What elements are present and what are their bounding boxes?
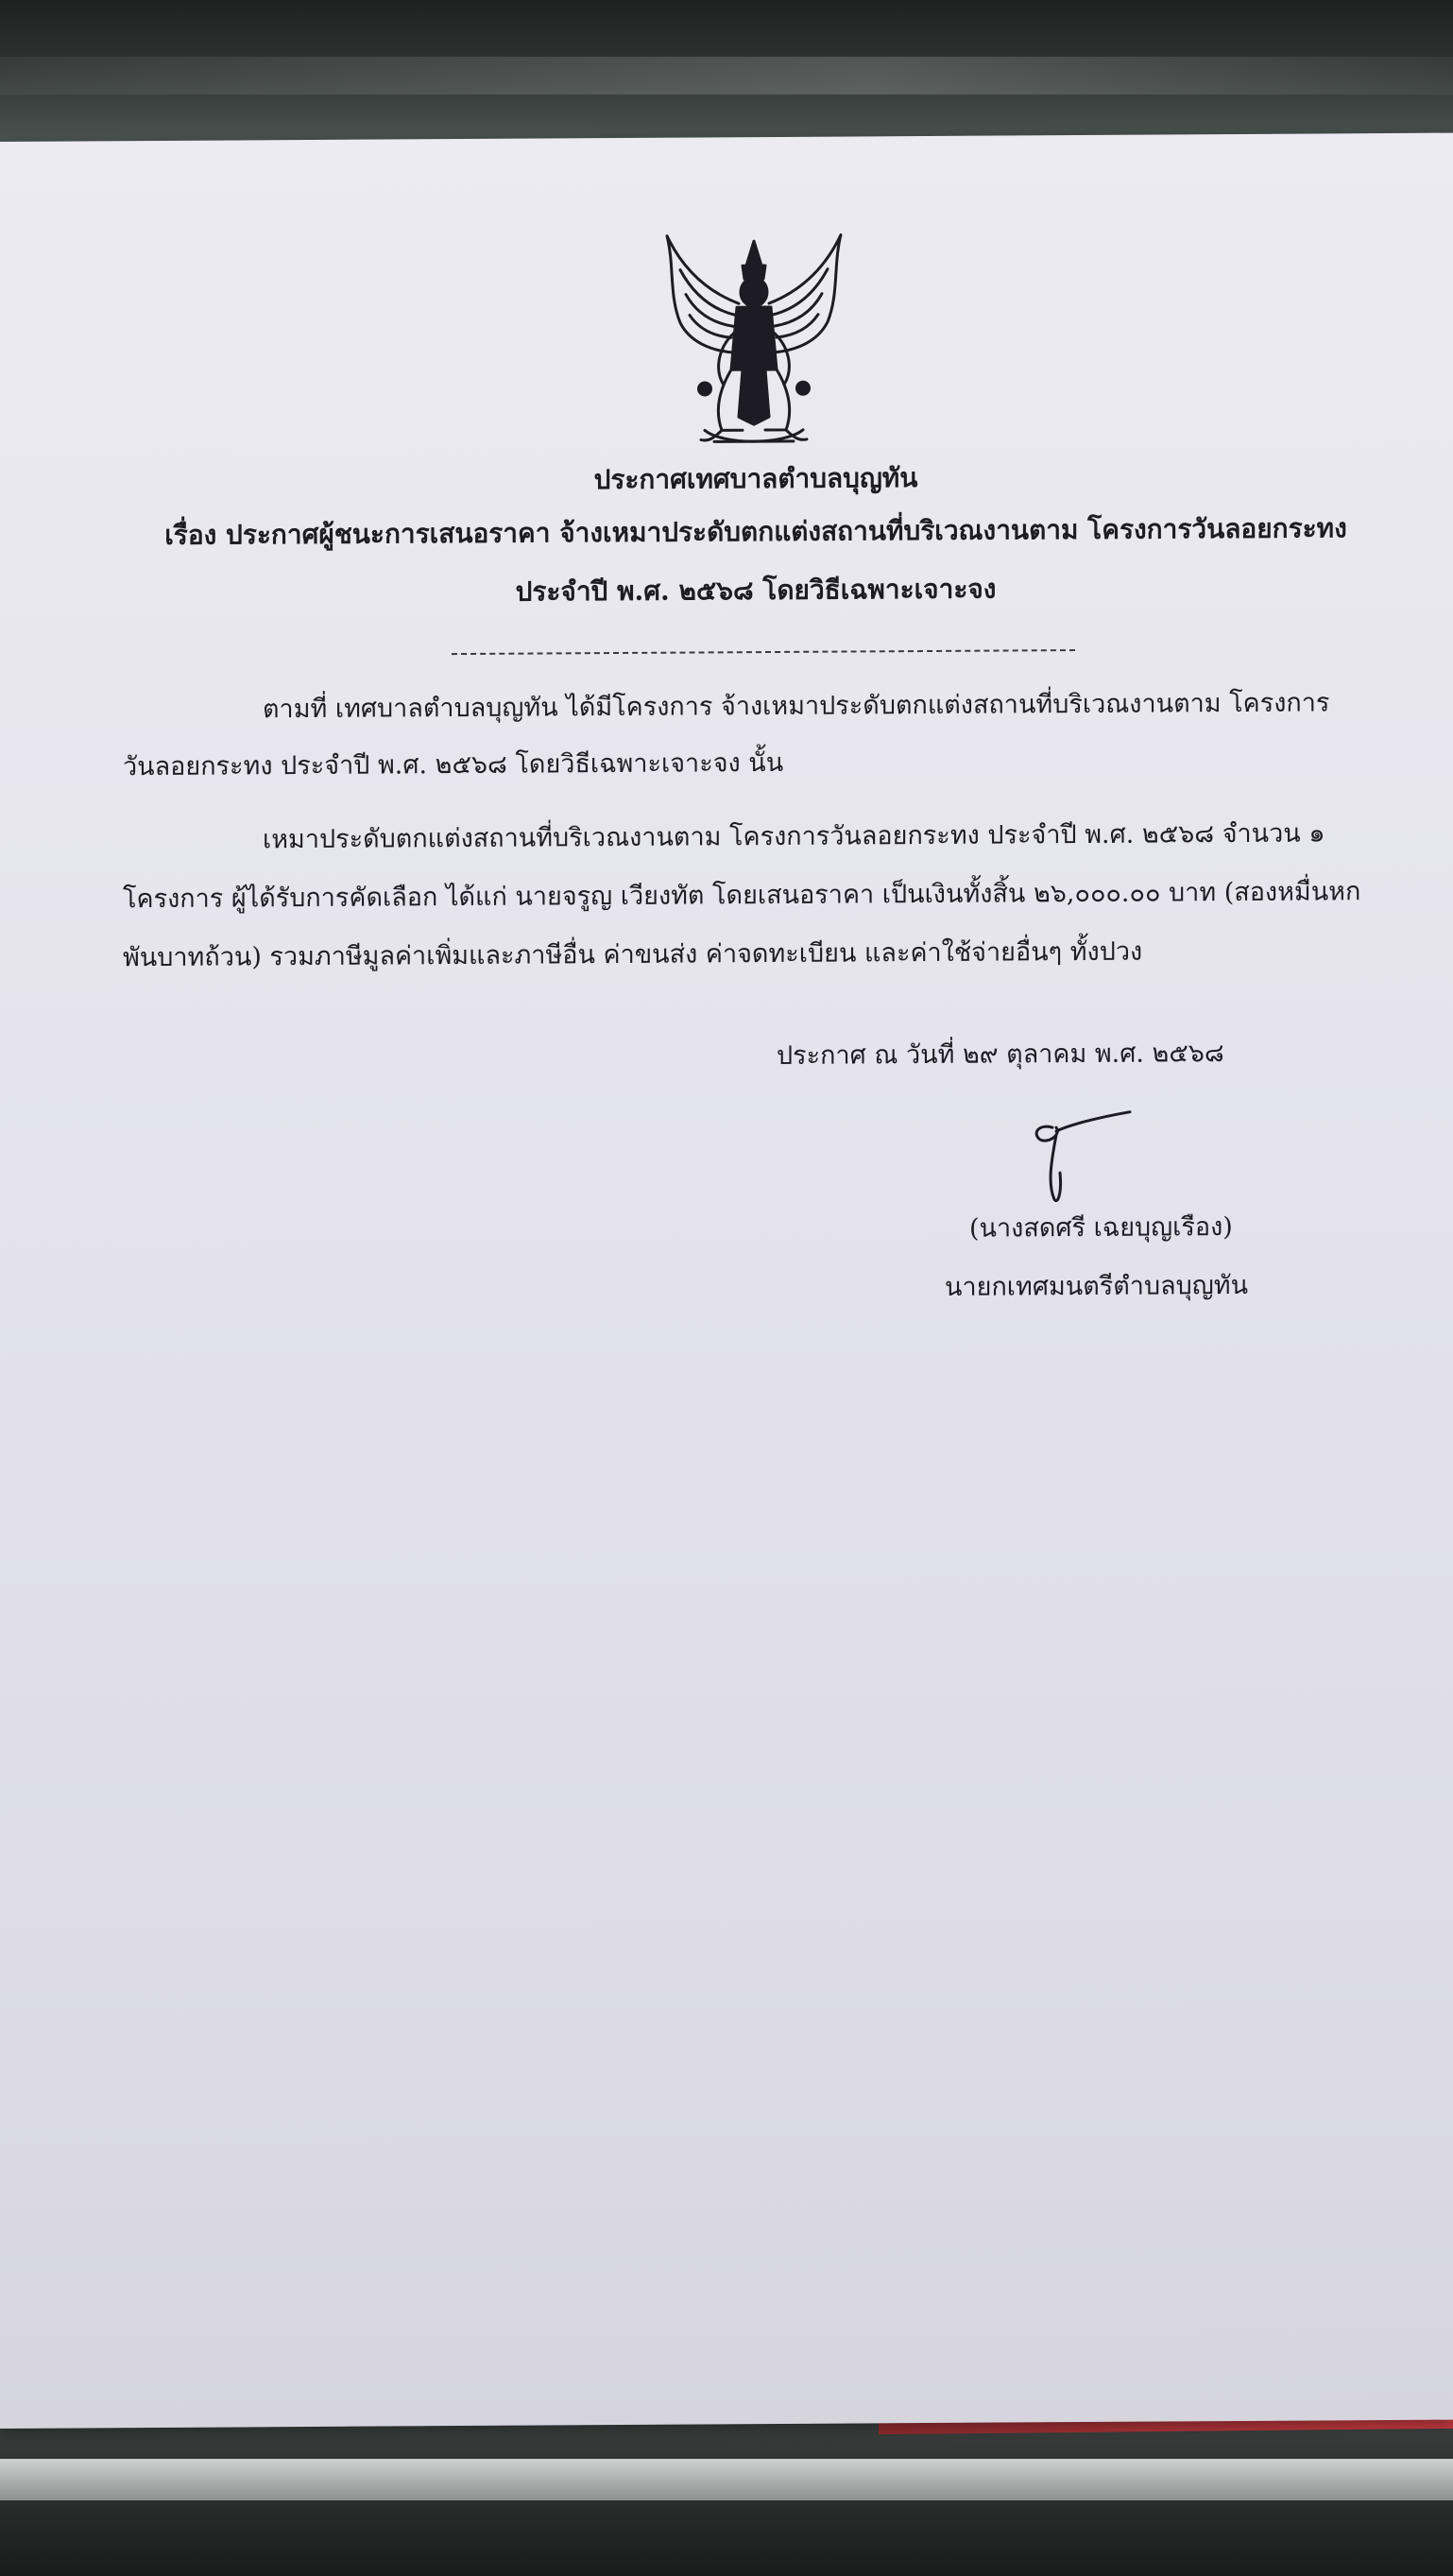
announcement-date: ประกาศ ณ วันที่ ๒๙ ตุลาคม พ.ศ. ๒๕๖๘ [777, 1039, 1224, 1071]
subject-line-1: เรื่อง ประกาศผู้ชนะการเสนอราคา จ้างเหมาประดับตกแต่งสถานที่บริเวณงานตาม โครงการวันลอยกระทง [164, 512, 1347, 551]
subject-line-2: ประจำปี พ.ศ. ๒๕๖๘ โดยวิธีเฉพาะเจาะจง [515, 573, 997, 608]
handwritten-signature [1018, 1107, 1151, 1211]
paragraph-2-line-1: เหมาประดับตกแต่งสถานที่บริเวณงานตาม โครงการวันลอยกระทง ประจำปี พ.ศ. ๒๕๖๘ จำนวน ๑ [263, 818, 1325, 855]
paragraph-2-line-2: โครงการ ผู้ได้รับการคัดเลือก ได้แก่ นายจรูญ เวียงทัต โดยเสนอราคา เป็นเงินทั้งสิ้น ๒๖,๐๐๐.๐๐ บาท (สองหมื่นหก [123, 877, 1361, 915]
announcement-document [0, 133, 1453, 2410]
garuda-emblem-icon [648, 227, 860, 455]
paragraph-1-line-1: ตามที่ เทศบาลตำบลบุญทัน ได้มีโครงการ จ้างเหมาประดับตกแต่งสถานที่บริเวณงานตาม โครงการ [263, 688, 1330, 725]
document-page [0, 133, 1453, 2429]
folder-edge [0, 2459, 1453, 2500]
desk-background-bottom [0, 2419, 1453, 2576]
signer-name: (นางสดศรี เฉยบุญเรือง) [969, 1212, 1233, 1244]
dashed-separator [452, 649, 1075, 655]
paragraph-1-line-2: วันลอยกระทง ประจำปี พ.ศ. ๒๕๖๘ โดยวิธีเฉพาะเจาะจง นั้น [123, 747, 784, 782]
document-title: ประกาศเทศบาลตำบลบุญทัน [593, 462, 918, 496]
paragraph-2-line-3: พันบาทถ้วน) รวมภาษีมูลค่าเพิ่มและภาษีอื่น ค่าขนส่ง ค่าจดทะเบียน และค่าใช้จ่ายอื่นๆ ทั้งปวง [123, 936, 1143, 973]
glare-highlight [0, 57, 1453, 94]
signer-title: นายกเทศมนตรีตำบลบุญทัน [945, 1270, 1249, 1302]
